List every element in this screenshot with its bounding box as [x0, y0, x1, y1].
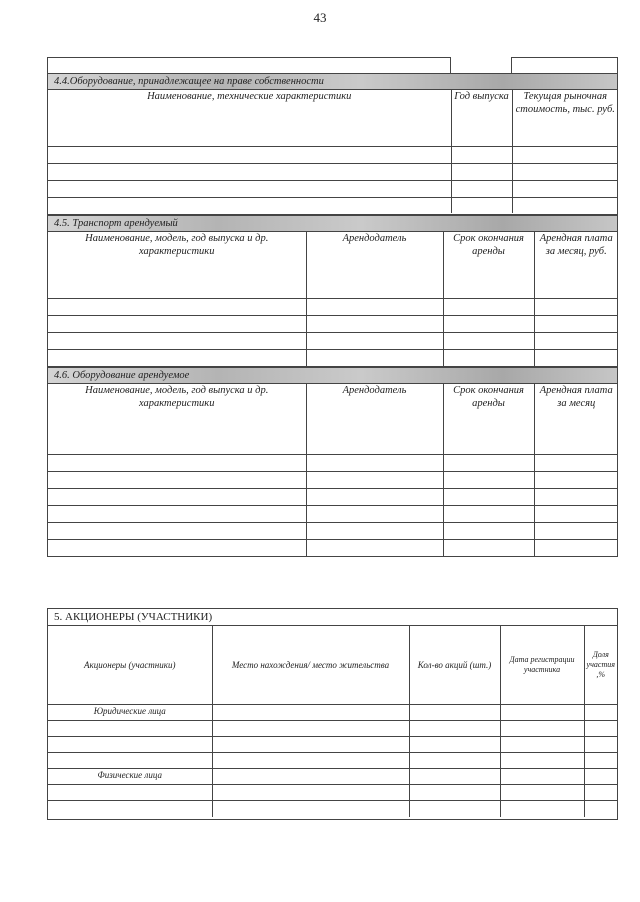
table-row	[48, 769, 617, 785]
column-header-lessor: Арендодатель	[306, 232, 443, 298]
table-row	[48, 522, 618, 539]
table-row	[48, 180, 618, 197]
subhead-legal-entities: Юридические лица	[48, 705, 212, 721]
previous-table-fragment-left	[47, 57, 451, 73]
leased-transport-table	[48, 232, 618, 366]
table-row	[48, 785, 617, 801]
column-header-shareholders: Акционеры (участники)	[48, 626, 212, 705]
column-header-name: Наименование, технические характеристики	[48, 90, 451, 146]
table-row	[48, 163, 618, 180]
table-row	[48, 539, 618, 556]
owned-equipment-table	[48, 90, 618, 213]
table-row	[48, 349, 618, 366]
table-row	[48, 146, 618, 163]
table-row	[48, 801, 617, 817]
subhead-individuals: Физические лица	[48, 769, 212, 785]
table-row	[48, 471, 618, 488]
table-row	[48, 315, 618, 332]
column-header-market-value: Текущая рыночная стоимость, тыс. руб.	[512, 90, 618, 146]
column-header-name: Наименование, модель, год выпуска и др. характеристики	[48, 232, 306, 298]
section-4-4-owned-equipment	[47, 73, 618, 215]
column-header-share-count: Кол-во акций (шт.)	[409, 626, 500, 705]
column-header-lease-end: Срок окончания аренды	[443, 232, 534, 298]
column-header-lease-end: Срок окончания аренды	[443, 384, 534, 454]
shareholders-table	[48, 625, 617, 817]
section-4-5-leased-transport	[47, 215, 618, 367]
table-row	[48, 454, 618, 471]
table-row	[48, 737, 617, 753]
table-row	[48, 332, 618, 349]
table-row	[48, 488, 618, 505]
table-row	[48, 705, 617, 721]
leased-equipment-table	[48, 384, 618, 556]
column-header-location: Место нахождения/ место жительства	[212, 626, 409, 705]
section-title: 4.4.Оборудование, принадлежащее на праве собственности	[48, 74, 617, 90]
table-row	[48, 721, 617, 737]
column-header-lessor: Арендодатель	[306, 384, 443, 454]
previous-table-fragment-right	[511, 57, 618, 73]
table-row	[48, 298, 618, 315]
column-header-monthly-rent: Арендная плата за месяц, руб.	[534, 232, 618, 298]
column-header-share-percent: Доля участия ,%	[584, 626, 617, 705]
section-title: 4.6. Оборудование арендуемое	[48, 368, 617, 384]
section-5-shareholders	[47, 608, 618, 820]
column-header-year: Год выпуска	[451, 90, 512, 146]
column-header-name: Наименование, модель, год выпуска и др. характеристики	[48, 384, 306, 454]
table-row	[48, 753, 617, 769]
table-row	[48, 197, 618, 213]
section-4-6-leased-equipment	[47, 367, 618, 557]
page-number: 43	[313, 10, 327, 25]
section-title: 4.5. Транспорт арендуемый	[48, 216, 617, 232]
column-header-monthly-rent: Арендная плата за месяц	[534, 384, 618, 454]
table-row	[48, 505, 618, 522]
column-header-registration-date: Дата регистрации участника	[500, 626, 584, 705]
section-title: 5. АКЦИОНЕРЫ (УЧАСТНИКИ)	[54, 611, 213, 623]
